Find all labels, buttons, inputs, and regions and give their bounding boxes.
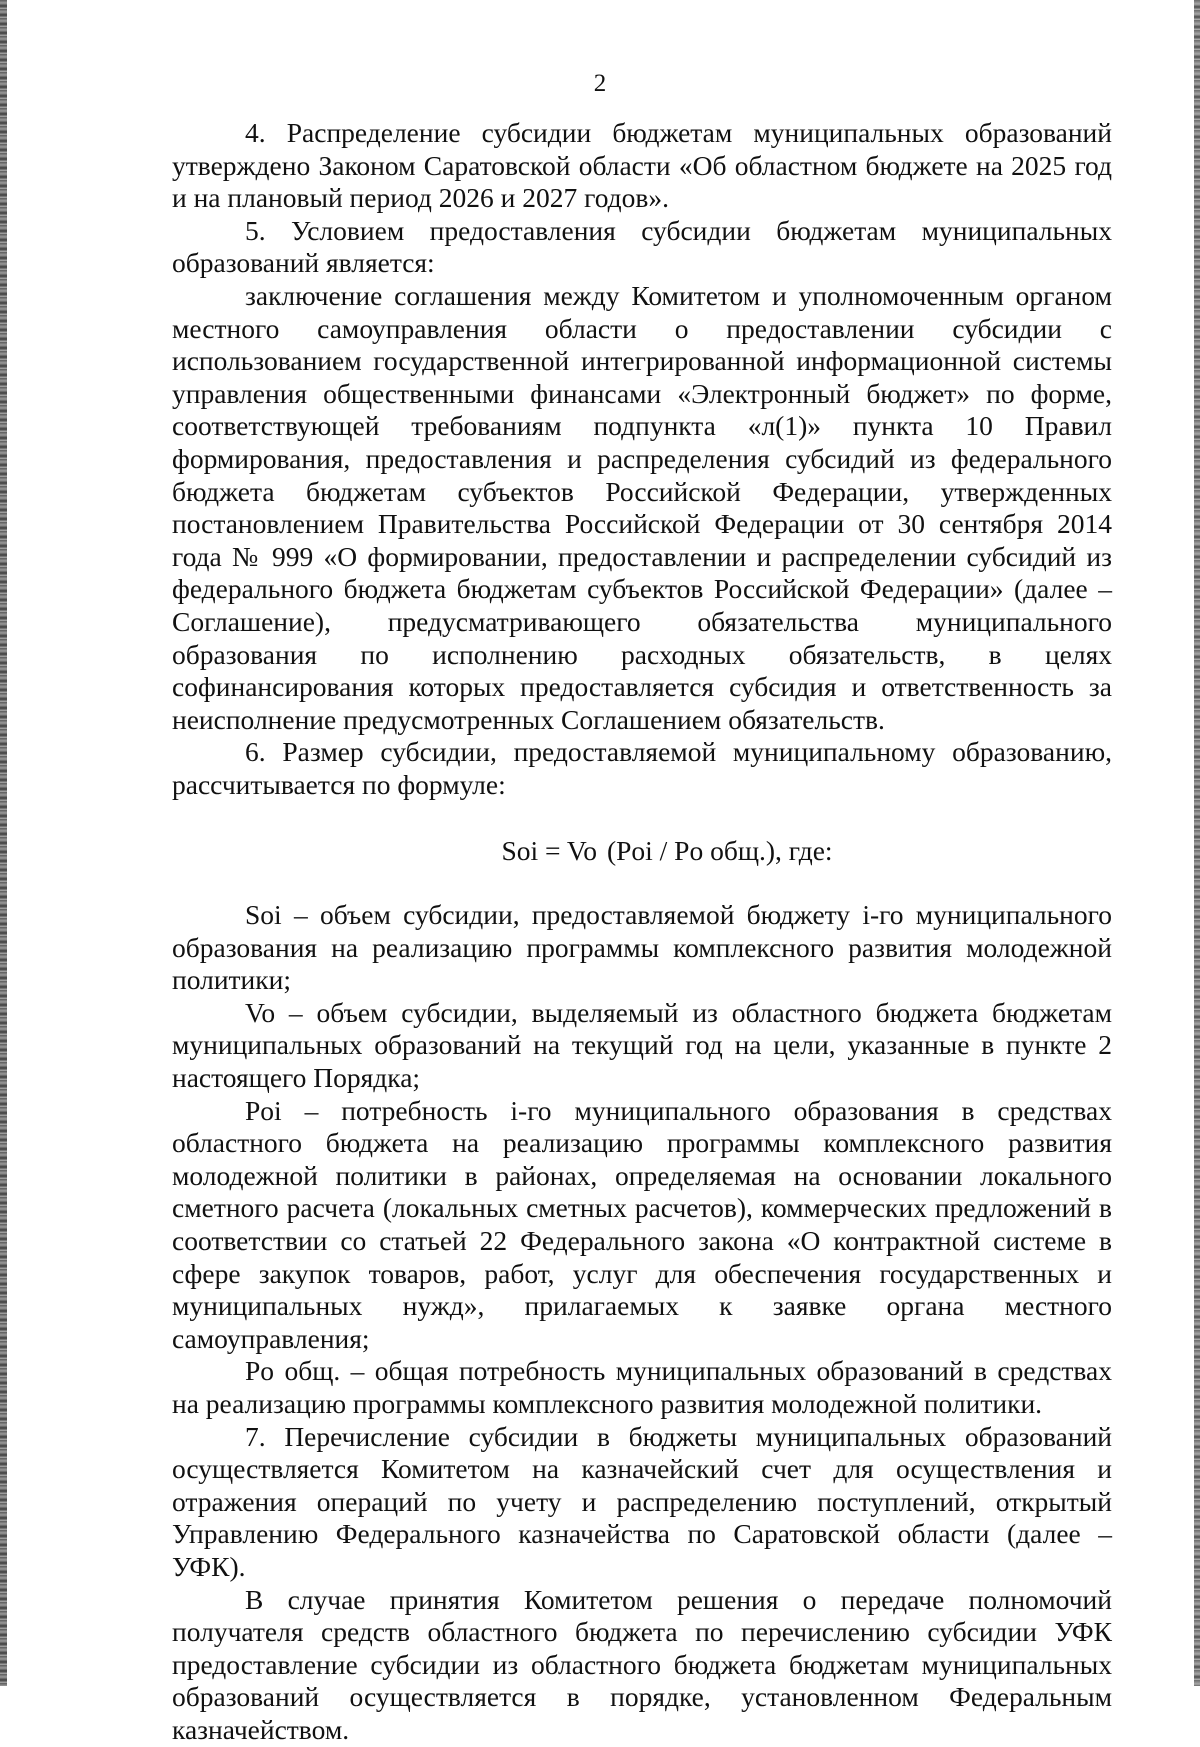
formula-left: Soi = Vo (501, 835, 597, 867)
definition-soi: Soi – объем субсидии, предоставляемой бюджету i-го муниципального образования на реализацию программы комплексного развития молодежной политики; (172, 899, 1112, 996)
page-number: 2 (593, 70, 607, 97)
paragraph-5: 5. Условием предоставления субсидии бюджетам муниципальных образований является: (172, 214, 1112, 279)
definition-po-total: Po общ. – общая потребность муниципальных образований в средствах на реализацию программы комплексного развития молодежной политики. (172, 1355, 1112, 1419)
paragraph-7: 7. Перечисление субсидии в бюджеты муниципальных образований осуществляется Комитетом на казначейский счет для осуществления и отражения операций по учету и распределению поступлений, открытый Управлению Федерального казначейства по Саратовской области (далее – УФК). (172, 1420, 1112, 1582)
paragraph-4: 4. Распределение субсидии бюджетам муниципальных образований утверждено Законом Саратовской области «Об областном бюджете на 2025 год и на плановый период 2026 и 2027 годов». (172, 117, 1112, 214)
document-body (172, 117, 1112, 1747)
paragraph-6: 6. Размер субсидии, предоставляемой муниципальному образованию, рассчитывается по формуле: (172, 736, 1112, 800)
definition-vo: Vo – объем субсидии, выделяемый из областного бюджета бюджетам муниципальных образований на текущий год на цели, указанные в пункте 2 настоящего Порядка; (172, 996, 1112, 1094)
formula-right: (Poi / Po общ.), где: (606, 835, 833, 867)
scan-edge-right (1194, 0, 1200, 1686)
paragraph-7-ufk: В случае принятия Комитетом решения о передаче полномочий получателя средств областного бюджета по перечислению субсидии УФК предоставление субсидии из областного бюджета бюджетам муниципальных образований осуществляется в порядке, установленном Федеральным казначейством. (172, 1583, 1112, 1745)
paragraph-5-condition: заключение соглашения между Комитетом и уполномоченным органом местного самоуправления области о предоставлении субсидии с использованием государственной интегрированной информационной системы управления общественными финансами «Электронный бюджет» по форме, соответствующей требованиям подпункта «л(1)» пункта 10 Правил формирования, предоставления и распределения субсидий из федерального бюджета бюджетам субъектов Российской Федерации, утвержденных постановлением Правительства Российской Федерации от 30 сентября 2014 года № 999 «О формировании, предоставлении и распределении субсидий из федерального бюджета бюджетам субъектов Российской Федерации» (далее – Соглашение), предусматривающего обязательства муниципального образования по исполнению расходных обязательств, в целях софинансирования которых предоставляется субсидия и ответственность за неисполнение предусмотренных Соглашением обязательств. (172, 279, 1112, 735)
scan-edge-left (0, 0, 7, 1686)
definition-poi: Poi – потребность i-го муниципального образования в средствах областного бюджета на реализацию программы комплексного развития молодежной политики в районах, определяемая на основании локального сметного расчета (локальных сметных расчетов), коммерческих предложений в соответствии со статьей 22 Федерального закона «О контрактной системе в сфере закупок товаров, работ, услуг для обеспечения государственных и муниципальных нужд», прилагаемых к заявке органа местного самоуправления; (172, 1094, 1112, 1354)
formula (172, 835, 1112, 868)
